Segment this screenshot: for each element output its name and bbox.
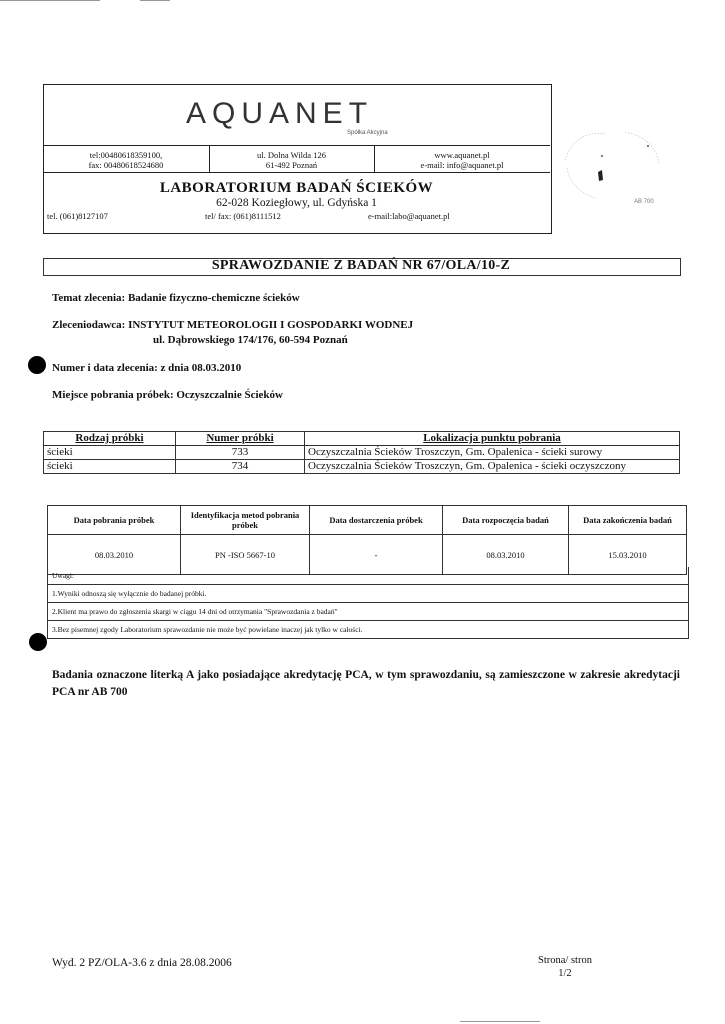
scan-mark <box>460 1021 540 1022</box>
sample-location: Oczyszczalnia Ścieków Troszczyn, Gm. Opalenica - ścieki oczyszczony <box>305 460 680 474</box>
table-header-row <box>48 506 687 535</box>
report-title: SPRAWOZDANIE Z BADAŃ NR 67/OLA/10-Z <box>211 258 511 273</box>
sample-type: ścieki <box>44 446 176 460</box>
lab-phone: tel. (061)8127107 <box>47 211 108 221</box>
order-topic: Temat zlecenia: Badanie fizyczno-chemiczne ścieków <box>52 292 300 304</box>
phone: tel:00480618359100, <box>89 150 163 160</box>
sample-number: 734 <box>176 460 305 474</box>
dates-table <box>47 505 687 575</box>
table-row <box>44 460 680 474</box>
client-address: ul. Dąbrowskiego 174/176, 60-594 Poznań <box>153 334 348 346</box>
page-label: Strona/ stron <box>538 955 592 966</box>
phone-block <box>43 150 209 170</box>
lab-name: LABORATORIUM BADAŃ ŚCIEKÓW <box>159 180 434 196</box>
page-value: 1/2 <box>558 968 572 979</box>
sample-location: Oczyszczalnia Ścieków Troszczyn, Gm. Opalenica - ścieki surowy <box>305 446 680 460</box>
city: 61-492 Poznań <box>265 160 318 170</box>
sample-number: 733 <box>176 446 305 460</box>
accreditation-note: Badania oznaczone literką A jako posiadające akredytację PCA, w tym sprawozdaniu, są zamieszczone w zakresie akredytacji PCA nr AB 700 <box>52 669 680 698</box>
edition-info: Wyd. 2 PZ/OLA-3.6 z dnia 28.08.2006 <box>52 957 232 969</box>
delivery-date: - <box>310 535 443 575</box>
sampling-date: 08.03.2010 <box>48 535 181 575</box>
column-header: Data dostarczenia próbek <box>310 506 443 535</box>
website: www.aquanet.pl <box>434 150 490 160</box>
stamp-code: AB 700 <box>634 199 654 205</box>
order-number-date: Numer i data zlecenia: z dnia 08.03.2010 <box>52 362 242 374</box>
page-counter <box>538 954 592 980</box>
note-item: 1.Wyniki odnoszą się wyłącznie do badanej próbki. <box>48 584 688 602</box>
notes-heading: Uwagi: <box>52 571 75 580</box>
accreditation-stamp <box>555 120 675 212</box>
web-block <box>374 150 550 170</box>
column-header: Data pobrania próbek <box>48 506 181 535</box>
divider <box>374 145 375 172</box>
sample-type: ścieki <box>44 460 176 474</box>
note-item: 3.Bez pisemnej zgody Laboratorium sprawozdanie nie może być powielane inaczej jak tylko w całości. <box>48 620 688 638</box>
notes-box <box>47 567 689 639</box>
address-block <box>209 150 374 170</box>
street: ul. Dolna Wilda 126 <box>257 150 326 160</box>
start-date: 08.03.2010 <box>443 535 569 575</box>
client-name: Zleceniodawca: INSTYTUT METEOROLOGII I GOSPODARKI WODNEJ <box>52 319 414 331</box>
divider <box>209 145 210 172</box>
note-item: 2.Klient ma prawo do zgłoszenia skargi w ciągu 14 dni od otrzymania "Sprawozdania z badań" <box>48 602 688 620</box>
punch-hole <box>28 356 46 374</box>
scan-mark <box>140 0 170 1</box>
column-header: Rodzaj próbki <box>44 432 176 446</box>
column-header: Lokalizacja punktu pobrania <box>305 432 680 446</box>
lab-address: 62-028 Koziegłowy, ul. Gdyńska 1 <box>216 197 377 209</box>
sampling-place: Miejsce pobrania próbek: Oczyszczalnie Ścieków <box>52 389 283 401</box>
lab-telfax: tel/ fax: (061)8111512 <box>205 211 281 221</box>
scan-mark <box>0 0 100 1</box>
end-date: 15.03.2010 <box>569 535 687 575</box>
lab-email: e-mail:labo@aquanet.pl <box>368 211 450 221</box>
table-row <box>44 446 680 460</box>
table-header-row <box>44 432 680 446</box>
fax: fax: 00480618524680 <box>88 160 164 170</box>
samples-table <box>43 431 680 474</box>
email: e-mail: info@aquanet.pl <box>420 160 504 170</box>
company-logo: AQUANET <box>186 97 374 130</box>
column-header: Numer próbki <box>176 432 305 446</box>
column-header: Identyfikacja metod pobrania próbek <box>181 506 310 535</box>
company-form: Spółka Akcyjna <box>347 130 388 136</box>
column-header: Data zakończenia badań <box>569 506 687 535</box>
contact-row <box>43 145 550 173</box>
sampling-method: PN -ISO 5667-10 <box>181 535 310 575</box>
punch-hole <box>29 633 47 651</box>
column-header: Data rozpoczęcia badań <box>443 506 569 535</box>
